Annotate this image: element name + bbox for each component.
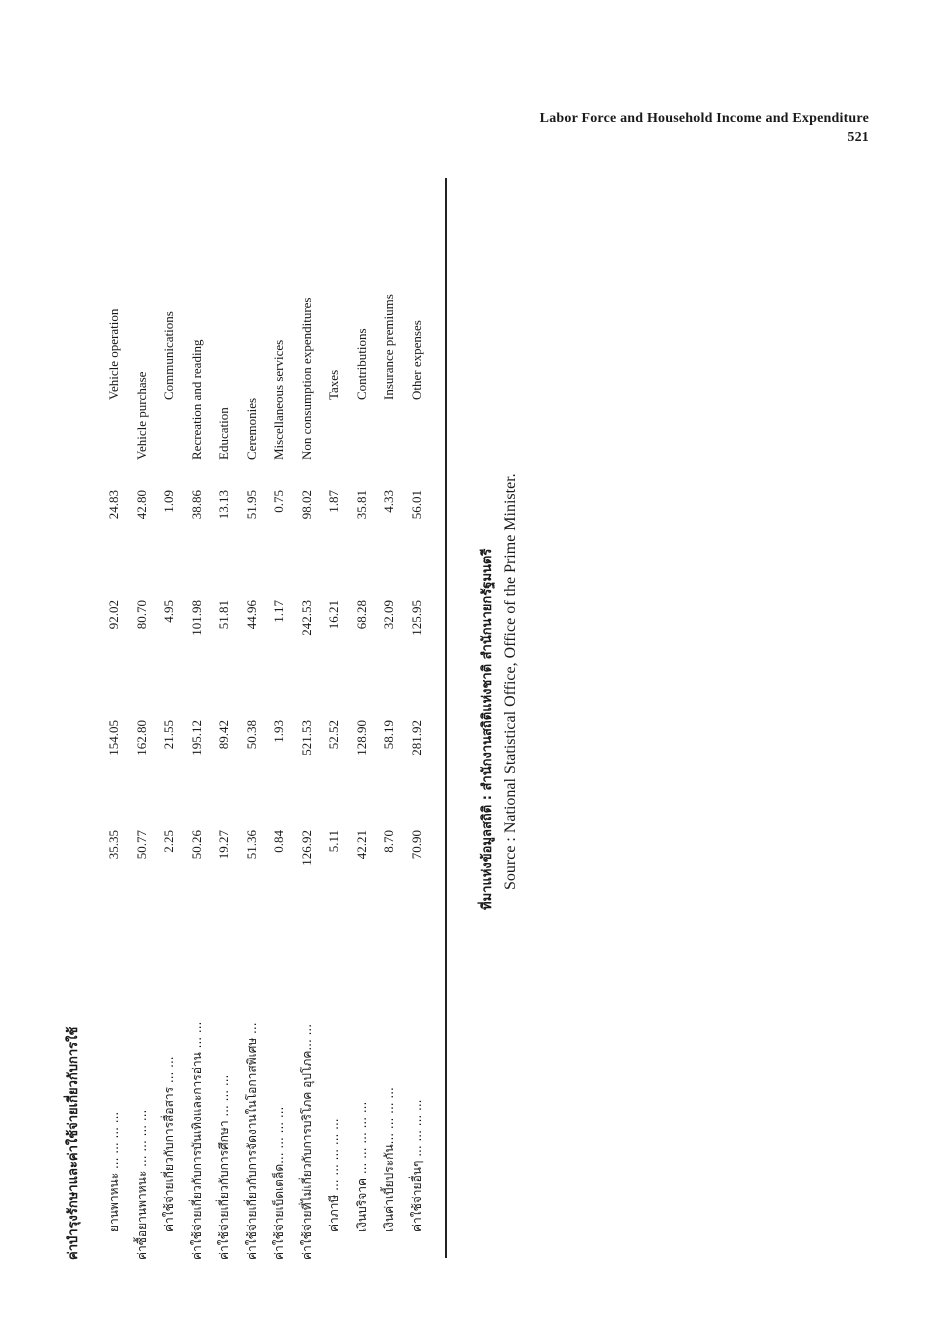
row-value-3: 101.98 <box>188 600 204 636</box>
row-value-3: 125.95 <box>408 600 424 636</box>
row-english-label: Vehicle operation <box>106 308 121 400</box>
row-english-label: Taxes <box>326 369 341 400</box>
page-header <box>540 109 869 147</box>
row-value-4: 24.83 <box>106 490 121 520</box>
row-value-3: 4.95 <box>161 600 176 623</box>
row-english-label: Non consumption expenditures <box>298 297 314 460</box>
row-english-label: Communications <box>161 311 176 400</box>
row-value-2: 128.90 <box>353 720 369 756</box>
row-english-label: Miscellaneous services <box>271 339 286 460</box>
row-thai-label: ค่าซื้อยานพาหนะ ... ... ... ... <box>134 1109 149 1260</box>
table-row <box>320 240 348 1260</box>
row-value-2: 195.12 <box>188 720 204 756</box>
row-value-3: 16.21 <box>326 600 341 630</box>
row-english-label: Recreation and reading <box>188 339 204 460</box>
table-row <box>238 240 266 1260</box>
table-row <box>375 240 403 1260</box>
row-thai-label: เงินบริจาค ... ... ... ... ... <box>354 1101 369 1232</box>
row-value-4: 56.01 <box>408 490 424 520</box>
row-value-1: 126.92 <box>298 830 314 866</box>
table-row <box>155 240 183 1260</box>
row-value-2: 89.42 <box>216 720 231 750</box>
row-value-2: 521.53 <box>298 720 314 756</box>
row-thai-label: ค่าใช้จ่ายเกี่ยวกับการสื่อสาร ... ... <box>162 1056 176 1232</box>
row-english-label: Insurance premiums <box>381 294 396 400</box>
row-thai-label: ค่าใช้จ่ายเกี่ยวกับการศึกษา ... ... ... <box>217 1074 231 1260</box>
row-value-2: 50.38 <box>243 720 259 750</box>
table-row <box>403 240 431 1260</box>
row-value-1: 5.11 <box>326 830 341 853</box>
row-value-1: 50.26 <box>188 830 204 860</box>
rotated-table <box>60 240 440 1260</box>
row-value-1: 35.35 <box>106 830 121 860</box>
row-value-2: 1.93 <box>271 720 286 743</box>
row-value-2: 21.55 <box>161 720 176 750</box>
table-row <box>100 240 128 1260</box>
row-value-2: 154.05 <box>106 720 121 756</box>
header-title: Labor Force and Household Income and Expenditure <box>539 111 869 126</box>
row-value-1: 50.77 <box>133 830 149 860</box>
table-row <box>128 240 156 1260</box>
row-thai-label: ค่าใช้จ่ายเกี่ยวกับการจัดงานในโอกาสพิเศษ ... <box>244 1022 259 1260</box>
row-value-2: 52.52 <box>326 720 341 750</box>
row-english-label: Other expenses <box>408 320 424 400</box>
row-value-4: 42.80 <box>133 490 149 520</box>
row-value-2: 281.92 <box>408 720 424 756</box>
row-thai-label: ยานพาหนะ ... ... ... ... <box>107 1111 121 1232</box>
row-thai-label: ค่าใช้จ่ายเบ็ดเตล็ด... ... ... ... <box>272 1106 286 1260</box>
row-value-4: 0.75 <box>271 490 286 513</box>
row-thai-label: ค่าใช้จ่ายอื่นๆ ... ... ... ... <box>409 1099 424 1232</box>
section-title: ค่าบำรุงรักษาและค่าใช้จ่ายเกี่ยวกับการใช้ <box>66 1026 81 1260</box>
row-value-1: 8.70 <box>381 830 396 853</box>
source-note <box>476 210 536 910</box>
row-english-label: Vehicle purchase <box>133 371 149 460</box>
row-value-3: 242.53 <box>298 600 314 636</box>
source-thai: ที่มาแห่งข้อมูลสถิติ : สำนักงานสถิติแห่งชาติ สำนักนายกรัฐมนตรี <box>480 548 495 910</box>
table-bottom-rule <box>445 178 447 1258</box>
row-value-3: 68.28 <box>353 600 369 630</box>
row-value-1: 70.90 <box>408 830 424 860</box>
row-english-label: Contributions <box>353 328 369 400</box>
row-value-4: 1.87 <box>326 490 341 513</box>
row-value-2: 58.19 <box>381 720 396 750</box>
row-thai-label: ค่าภาษี ... ... ... ... ... <box>327 1118 341 1232</box>
page-number: 521 <box>847 130 869 145</box>
row-value-3: 32.09 <box>381 600 396 630</box>
row-value-3: 1.17 <box>271 600 286 623</box>
row-thai-label: ค่าใช้จ่ายเกี่ยวกับการบันเทิงและการอ่าน ... ... <box>189 1021 204 1260</box>
row-value-2: 162.80 <box>133 720 149 756</box>
row-value-3: 51.81 <box>216 600 231 630</box>
table-row <box>293 240 321 1260</box>
row-value-3: 80.70 <box>133 600 149 630</box>
row-value-1: 51.36 <box>243 830 259 860</box>
row-value-1: 19.27 <box>216 830 231 860</box>
table-row <box>265 240 293 1260</box>
row-value-4: 51.95 <box>243 490 259 520</box>
row-value-4: 13.13 <box>216 490 231 520</box>
row-thai-label: ค่าใช้จ่ายที่ไม่เกี่ยวกับการบริโภค อุปโภค... ... <box>299 1023 314 1260</box>
table-row <box>348 240 376 1260</box>
row-thai-label: เงินค่าเบี้ยประกัน... ... ... ... <box>382 1087 396 1232</box>
row-value-4: 98.02 <box>298 490 314 520</box>
table-row <box>183 240 211 1260</box>
row-value-3: 92.02 <box>106 600 121 630</box>
row-value-4: 1.09 <box>161 490 176 513</box>
row-value-1: 2.25 <box>161 830 176 853</box>
row-value-1: 0.84 <box>271 830 286 853</box>
table-row <box>210 240 238 1260</box>
row-value-4: 4.33 <box>381 490 396 513</box>
row-value-3: 44.96 <box>243 600 259 630</box>
source-english: Source : National Statistical Office, Office of the Prime Minister. <box>502 473 519 890</box>
row-value-4: 38.86 <box>188 490 204 520</box>
row-value-1: 42.21 <box>353 830 369 860</box>
row-english-label: Ceremonies <box>243 397 259 460</box>
row-value-4: 35.81 <box>353 490 369 520</box>
row-english-label: Education <box>216 407 231 460</box>
